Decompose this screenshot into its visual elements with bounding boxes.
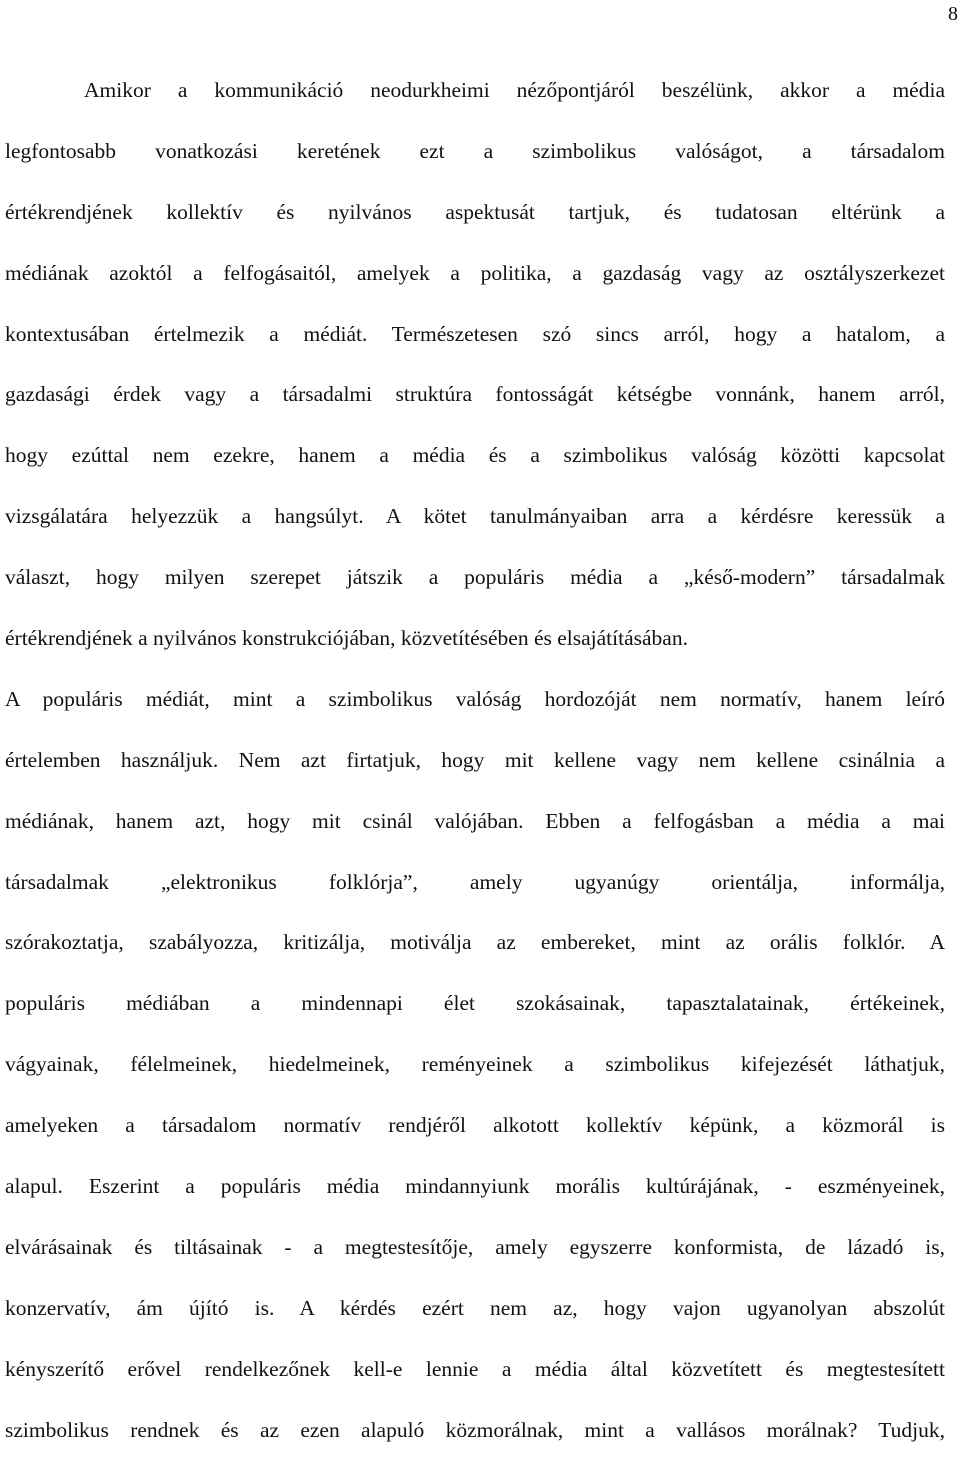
text-line: értékrendjének kollektív és nyilvános aspektusát tartjuk, és tudatosan eltérünk a: [5, 199, 945, 224]
text-line: szimbolikus rendnek és az ezen alapuló közmorálnak, mint a vallásos morálnak? Tudjuk,: [5, 1417, 945, 1442]
text-line: populáris médiában a mindennapi élet szokásainak, tapasztalatainak, értékeinek,: [5, 991, 945, 1016]
text-line: amelyeken a társadalom normatív rendjéről alkotott kollektív képünk, a közmorál is: [5, 1113, 945, 1138]
text-line: kontextusában értelmezik a médiát. Természetesen szó sincs arról, hogy a hatalom, a: [5, 321, 945, 346]
text-line: legfontosabb vonatkozási keretének ezt a szimbolikus valóságot, a társadalom: [5, 138, 945, 163]
text-line: Amikor a kommunikáció neodurkheimi nézőpontjáról beszélünk, akkor a média: [84, 78, 945, 102]
text-line: A populáris médiát, mint a szimbolikus valóság hordozóját nem normatív, hanem leíró: [5, 686, 945, 711]
text-line: médiának azoktól a felfogásaitól, amelyek a politika, a gazdaság vagy az osztályszerkezet: [5, 260, 945, 285]
text-line: vizsgálatára helyezzük a hangsúlyt. A kötet tanulmányaiban arra a kérdésre keressük a: [5, 504, 945, 529]
text-line: értelemben használjuk. Nem azt firtatjuk, hogy mit kellene vagy nem kellene csinálnia a: [5, 747, 945, 772]
text-line: vágyainak, félelmeinek, hiedelmeinek, reményeinek a szimbolikus kifejezését láthatjuk,: [5, 1052, 945, 1077]
text-line: hogy ezúttal nem ezekre, hanem a média és a szimbolikus valóság közötti kapcsolat: [5, 443, 945, 468]
page-number: 8: [948, 3, 958, 25]
text-line: választ, hogy milyen szerepet játszik a populáris média a „késő-modern” társadalmak: [5, 565, 945, 590]
text-line: alapul. Eszerint a populáris média mindannyiunk morális kultúrájának, - eszményeinek,: [5, 1174, 945, 1199]
text-line: kényszerítő erővel rendelkezőnek kell-e lennie a média által közvetített és megtestesített: [5, 1356, 945, 1381]
text-line: gazdasági érdek vagy a társadalmi struktúra fontosságát kétségbe vonnánk, hanem arról,: [5, 382, 945, 407]
text-line: szórakoztatja, szabályozza, kritizálja, motiválja az embereket, mint az orális folklór. A: [5, 930, 945, 955]
text-line: értékrendjének a nyilvános konstrukciójában, közvetítésében és elsajátításában.: [5, 626, 688, 651]
text-line: elvárásainak és tiltásainak - a megtestesítője, amely egyszerre konformista, de lázadó is,: [5, 1234, 945, 1259]
text-line: konzervatív, ám újító is. A kérdés ezért nem az, hogy vajon ugyanolyan abszolút: [5, 1295, 945, 1320]
body-text: [5, 71, 945, 1471]
text-line: médiának, hanem azt, hogy mit csinál valójában. Ebben a felfogásban a média a mai: [5, 808, 945, 833]
text-line: társadalmak „elektronikus folklórja”, amely ugyanúgy orientálja, informálja,: [5, 869, 945, 894]
